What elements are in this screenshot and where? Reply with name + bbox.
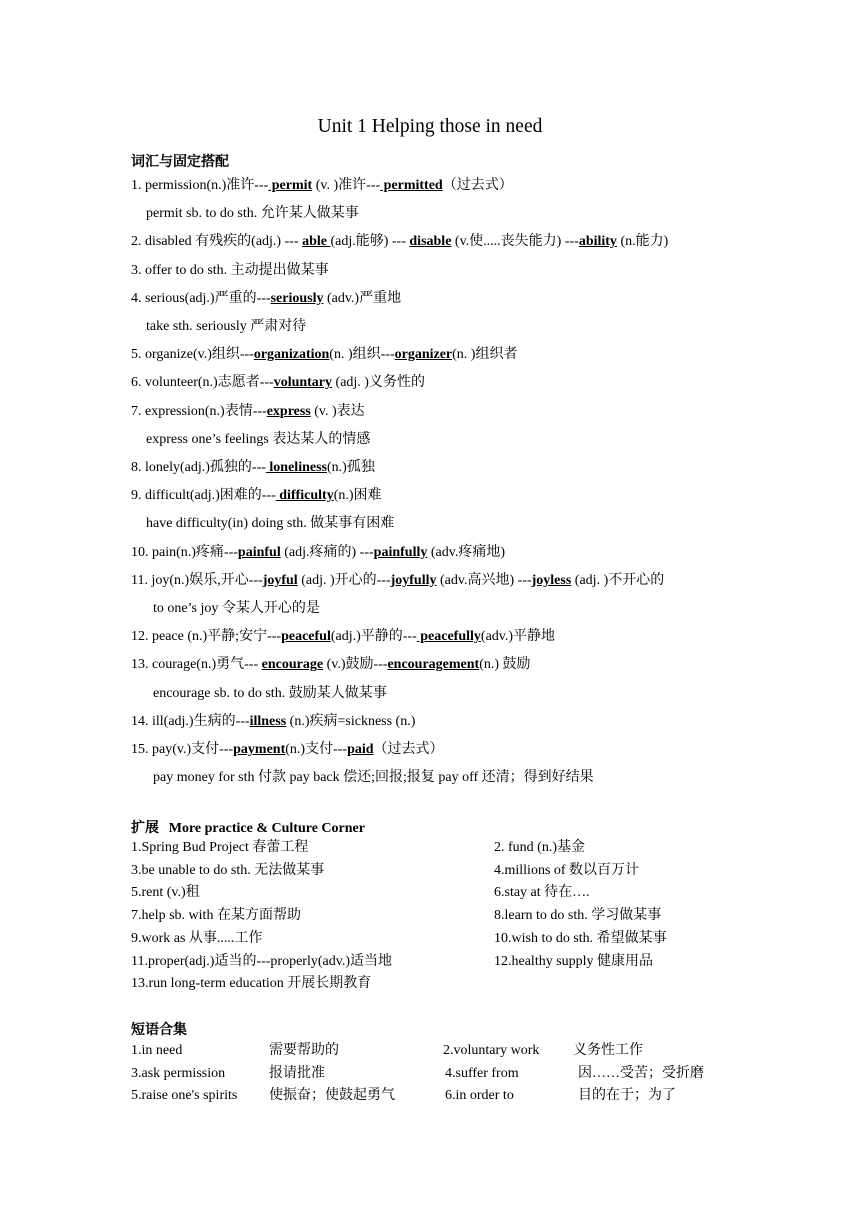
vocabulary-item xyxy=(153,685,387,703)
vocabulary-item xyxy=(131,572,664,590)
vocabulary-item xyxy=(131,177,513,195)
expansion-item: 4.millions of 数以百万计 xyxy=(494,862,640,878)
vocabulary-text: (adj.)平静的--- xyxy=(330,629,417,645)
vocabulary-text: (adj.疼痛的) --- xyxy=(280,544,374,560)
vocabulary-item xyxy=(146,515,394,533)
vocabulary-item xyxy=(131,656,531,674)
vocabulary-text: 4. serious(adj.)严重的--- xyxy=(131,290,271,306)
vocabulary-text: （过去式） xyxy=(442,178,513,193)
vocabulary-text: （过去式） xyxy=(373,742,444,757)
vocabulary-item xyxy=(131,628,555,646)
vocabulary-text: (adj. )开心的--- xyxy=(297,572,391,588)
answer-word: seriously xyxy=(270,290,324,306)
vocabulary-item xyxy=(131,262,329,280)
vocabulary-text: (adv.)严重地 xyxy=(323,290,402,306)
vocabulary-text: (v.)鼓励--- xyxy=(323,657,388,673)
vocabulary-text: (v.使.....丧失能力) --- xyxy=(451,234,579,250)
vocabulary-text: 8. lonely(adj.)孤独的--- xyxy=(131,460,266,475)
expansion-item: 5.rent (v.)租 xyxy=(131,885,200,901)
vocabulary-text: 1. permission(n.)准许--- xyxy=(131,178,269,193)
answer-word: permitted xyxy=(380,178,443,193)
phrase-chinese: 报请批准 xyxy=(269,1065,325,1081)
vocabulary-text: express one’s feelings 表达某人的情感 xyxy=(146,431,371,447)
vocabulary-text: (v. )准许--- xyxy=(312,178,381,193)
vocabulary-text: 3. offer to do sth. 主动提出做某事 xyxy=(131,262,329,278)
vocabulary-text: 7. expression(n.)表情--- xyxy=(131,403,267,419)
vocabulary-item xyxy=(131,233,668,251)
answer-word: permit xyxy=(268,178,313,193)
expansion-item: 10.wish to do sth. 希望做某事 xyxy=(494,930,667,946)
expansion-item: 3.be unable to do sth. 无法做某事 xyxy=(131,862,325,878)
phrase-chinese: 需要帮助的 xyxy=(269,1043,339,1058)
phrase-english: 4.suffer from xyxy=(445,1065,519,1081)
expansion-item: 1.Spring Bud Project 春蕾工程 xyxy=(131,840,309,855)
section-heading-phrases: 短语合集 xyxy=(131,1022,187,1038)
vocabulary-text: (adj. )不开心的 xyxy=(571,572,665,588)
vocabulary-text: 12. peace (n.)平静;安宁--- xyxy=(131,629,282,645)
phrase-chinese: 目的在于；为了 xyxy=(578,1088,676,1104)
expansion-heading-cn: 扩展 xyxy=(131,820,159,836)
vocabulary-text: to one’s joy 令某人开心的是 xyxy=(153,601,320,616)
vocabulary-text: (n. )组织者 xyxy=(452,347,518,363)
vocabulary-item xyxy=(131,741,444,759)
answer-word: peaceful xyxy=(281,629,331,645)
answer-word: joyfully xyxy=(390,572,437,588)
phrase-chinese: 因……受苦；受折磨 xyxy=(578,1065,704,1081)
answer-word: encourage xyxy=(261,657,324,673)
answer-word: peacefully xyxy=(416,629,481,645)
vocabulary-text: (adj.能够) --- xyxy=(330,234,410,250)
answer-word: joyless xyxy=(531,572,572,588)
vocabulary-text: 10. pain(n.)疼痛--- xyxy=(131,544,238,560)
vocabulary-item xyxy=(146,205,359,223)
vocabulary-item xyxy=(146,431,370,449)
answer-word: payment xyxy=(233,742,286,757)
vocabulary-text: 14. ill(adj.)生病的--- xyxy=(131,713,250,729)
vocabulary-text: 15. pay(v.)支付--- xyxy=(131,742,234,757)
vocabulary-text: (adj. )义务性的 xyxy=(332,375,425,391)
vocabulary-text: 9. difficult(adj.)困难的--- xyxy=(131,488,276,504)
vocabulary-text: 11. joy(n.)娱乐,开心--- xyxy=(131,572,263,588)
vocabulary-text: (v. )表达 xyxy=(310,403,365,419)
vocabulary-text: 5. organize(v.)组织--- xyxy=(131,347,254,363)
expansion-item: 2. fund (n.)基金 xyxy=(494,840,585,855)
section-heading-expansion xyxy=(131,817,365,837)
expansion-item: 9.work as 从事.....工作 xyxy=(131,930,263,946)
expansion-item: 6.stay at 待在…. xyxy=(494,885,590,901)
vocabulary-item xyxy=(131,487,382,505)
phrase-chinese: 义务性工作 xyxy=(573,1043,643,1058)
answer-word: organization xyxy=(253,347,330,363)
vocabulary-text: pay money for sth 付款 pay back 偿还;回报;报复 pay off 还清；得到好结果 xyxy=(153,770,594,786)
vocabulary-text: take sth. seriously 严肃对待 xyxy=(146,319,307,334)
vocabulary-item xyxy=(131,374,425,392)
vocabulary-text: (n.)支付--- xyxy=(285,742,348,757)
answer-word: paid xyxy=(347,742,374,757)
vocabulary-item xyxy=(131,544,505,562)
vocabulary-item xyxy=(153,769,594,787)
phrase-english: 3.ask permission xyxy=(131,1065,226,1081)
expansion-item: 8.learn to do sth. 学习做某事 xyxy=(494,908,662,924)
vocabulary-item xyxy=(146,318,306,336)
section-heading-vocabulary: 词汇与固定搭配 xyxy=(131,154,229,170)
phrase-english: 2.voluntary work xyxy=(443,1043,540,1058)
vocabulary-text: (n.)孤独 xyxy=(327,460,375,475)
vocabulary-item xyxy=(131,713,415,731)
expansion-heading-en: More practice & Culture Corner xyxy=(168,821,365,836)
answer-word: joyful xyxy=(262,572,298,588)
vocabulary-item xyxy=(153,600,320,618)
vocabulary-text: 2. disabled 有残疾的(adj.) --- xyxy=(131,234,303,250)
answer-word: voluntary xyxy=(273,375,333,391)
phrase-english: 6.in order to xyxy=(445,1088,514,1104)
answer-word: painful xyxy=(237,544,281,560)
expansion-item: 13.run long-term education 开展长期教育 xyxy=(131,976,372,992)
answer-word: encouragement xyxy=(387,657,480,673)
answer-word: able xyxy=(302,234,331,250)
phrase-english: 5.raise one's spirits xyxy=(131,1088,238,1104)
page-title: Unit 1 Helping those in need xyxy=(317,116,543,137)
vocabulary-item xyxy=(131,290,401,308)
answer-word: express xyxy=(266,403,311,419)
answer-word: disable xyxy=(409,234,452,250)
answer-word: ability xyxy=(578,234,617,250)
expansion-item: 12.healthy supply 健康用品 xyxy=(494,953,654,969)
answer-word: organizer xyxy=(394,347,453,363)
vocabulary-text: (n.能力) xyxy=(616,234,669,250)
vocabulary-item xyxy=(131,346,517,364)
answer-word: painfully xyxy=(373,544,428,560)
phrase-chinese: 使振奋；使鼓起勇气 xyxy=(269,1088,395,1104)
answer-word: illness xyxy=(249,713,287,729)
vocabulary-text: 13. courage(n.)勇气--- xyxy=(131,657,262,673)
vocabulary-text: (n. )组织--- xyxy=(329,347,395,363)
vocabulary-item xyxy=(131,403,365,421)
vocabulary-text: encourage sb. to do sth. 鼓励某人做某事 xyxy=(153,685,387,701)
vocabulary-text: have difficulty(in) doing sth. 做某事有困难 xyxy=(146,516,395,532)
vocabulary-item xyxy=(131,459,375,477)
vocabulary-text: permit sb. to do sth. 允许某人做某事 xyxy=(146,206,359,222)
vocabulary-text: (adv.)平静地 xyxy=(480,629,556,645)
vocabulary-text: (adv.疼痛地) xyxy=(427,544,505,560)
vocabulary-text: (n.)困难 xyxy=(333,488,382,504)
expansion-item: 7.help sb. with 在某方面帮助 xyxy=(131,908,301,924)
vocabulary-text: (n.)疾病=sickness (n.) xyxy=(286,713,416,729)
answer-word: loneliness xyxy=(265,460,327,475)
expansion-item: 11.proper(adj.)适当的---properly(adv.)适当地 xyxy=(131,953,392,969)
vocabulary-text: (n.) 鼓励 xyxy=(479,657,531,673)
phrase-english: 1.in need xyxy=(131,1043,183,1058)
vocabulary-text: (adv.高兴地) --- xyxy=(436,572,532,588)
vocabulary-text: 6. volunteer(n.)志愿者--- xyxy=(131,375,274,391)
answer-word: difficulty xyxy=(275,488,334,504)
